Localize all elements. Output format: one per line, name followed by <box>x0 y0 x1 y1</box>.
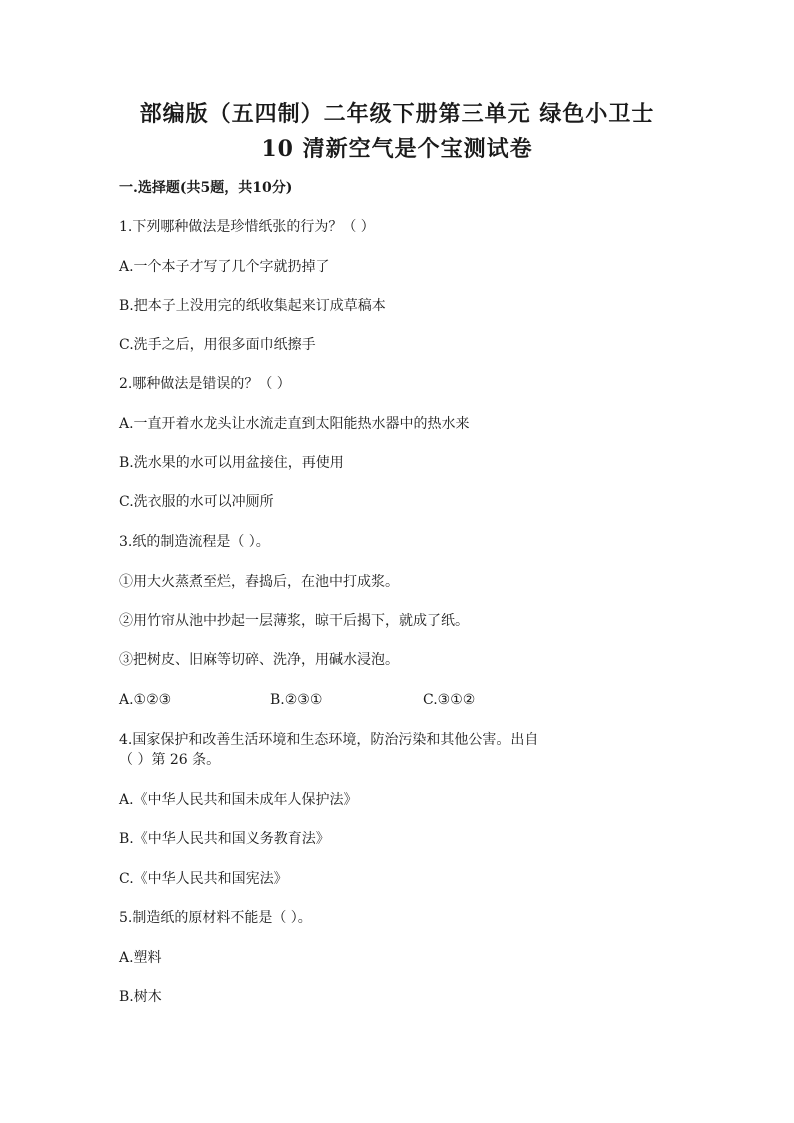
question-3-stem: 3.纸的制造流程是（ ）。 <box>119 534 270 550</box>
question-5-option-b: B.树木 <box>119 989 162 1005</box>
question-3-option-a: A.①②③ <box>119 692 172 708</box>
question-1-option-c: C.洗手之后，用很多面巾纸擦手 <box>119 337 316 353</box>
document-title-line2: 10 清新空气是个宝测试卷 <box>261 136 533 162</box>
question-4-option-c: C.《中华人民共和国宪法》 <box>119 871 288 887</box>
question-2-option-a: A.一直开着水龙头让水流走直到太阳能热水器中的热水来 <box>119 416 470 432</box>
question-5-stem: 5.制造纸的原材料不能是（ ）。 <box>119 910 312 926</box>
question-3-options <box>119 690 679 710</box>
question-4-option-b: B.《中华人民共和国义务教育法》 <box>119 831 330 847</box>
question-3-option-b: B.②③① <box>270 692 323 708</box>
question-3-step-2: ②用竹帘从池中抄起一层薄浆，晾干后揭下，就成了纸。 <box>119 613 469 629</box>
section-header: 一.选择题(共5题，共10分) <box>119 180 293 196</box>
question-2-stem: 2.哪种做法是错误的？（ ） <box>119 376 291 392</box>
question-4-stem-line2: （ ）第 26 条。 <box>119 752 221 768</box>
question-4-option-a: A.《中华人民共和国未成年人保护法》 <box>119 792 358 808</box>
question-2-option-b: B.洗水果的水可以用盆接住，再使用 <box>119 455 344 471</box>
question-2-option-c: C.洗衣服的水可以冲厕所 <box>119 494 274 510</box>
question-1-option-a: A.一个本子才写了几个字就扔掉了 <box>119 259 330 275</box>
question-3-step-3: ③把树皮、旧麻等切碎、洗净，用碱水浸泡。 <box>119 652 399 668</box>
question-5-option-a: A.塑料 <box>119 950 162 966</box>
document-title-line1: 部编版（五四制）二年级下册第三单元 绿色小卫士 <box>139 101 655 127</box>
question-1-option-b: B.把本子上没用完的纸收集起来订成草稿本 <box>119 298 386 314</box>
question-1-stem: 1.下列哪种做法是珍惜纸张的行为？（ ） <box>119 219 375 235</box>
question-3-option-c: C.③①② <box>423 692 476 708</box>
question-4-stem-line1: 4.国家保护和改善生活环境和生态环境，防治污染和其他公害。出自 <box>119 732 539 748</box>
question-3-step-1: ①用大火蒸煮至烂，舂捣后，在池中打成浆。 <box>119 574 399 590</box>
